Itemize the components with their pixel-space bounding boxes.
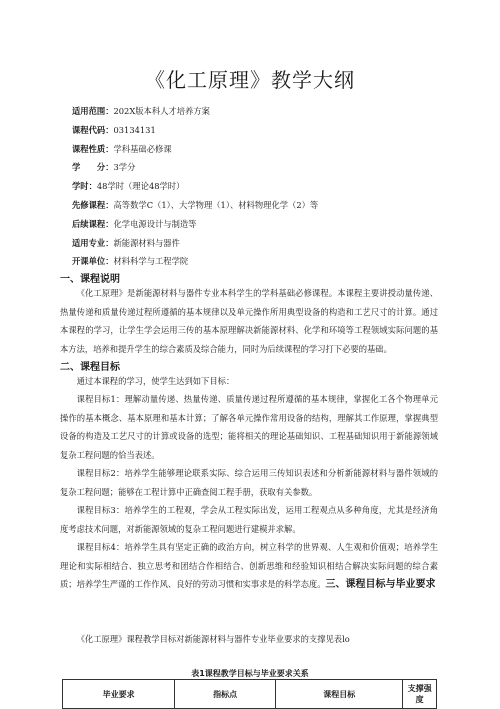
- section-heading-description: 一、课程说明: [60, 274, 120, 285]
- meta-value: 材料科学与工程学院: [113, 256, 189, 266]
- meta-scope: [72, 106, 452, 117]
- meta-key: 先修课程：: [72, 200, 114, 210]
- meta-value: 202X版本科人才培养方案: [113, 106, 210, 116]
- meta-credits: [72, 162, 452, 173]
- table-header-row: [63, 680, 437, 709]
- meta-prerequisites: [72, 200, 452, 211]
- meta-value: 3学分: [113, 162, 136, 172]
- table-header-cell: 指标点: [175, 680, 276, 709]
- meta-follow-up: [72, 219, 452, 230]
- course-goal-3: 课程目标3：培养学生的工程观，学会从工程实际出发，运用工程观点从多种角度，尤其是经济角度考虑技术问题，对新能源领域的复杂工程问题进行建模并求解。: [60, 505, 438, 534]
- meta-course-nature: [72, 144, 452, 155]
- meta-major: [72, 238, 452, 249]
- meta-key: 学 分：: [72, 162, 114, 172]
- meta-key: 适用专业：: [72, 238, 114, 248]
- meta-value: 48学时（理论48学时）: [96, 181, 185, 191]
- objectives-intro: 通过本课程的学习，使学生达到如下目标：: [76, 376, 235, 386]
- meta-key: 后续课程：: [72, 219, 114, 229]
- meta-key: 课程性质：: [72, 144, 114, 154]
- meta-value: 学科基础必修课: [113, 144, 172, 154]
- course-description-paragraph: 《化工原理》是新能源材料与器件专业本科学生的学科基础必修课程。本课程主要讲授动量传递、热量传递和质量传递过程所遵循的基本规律以及单元操作所用典型设备的构造和工艺尺寸的计算。通过本课程的学习，让学生学会运用三传的基本原理解决新能源材料、化学和环境等工程领域实际问题的基本方法，培养和提升学生的综合素质及综合能力，同时为后续课程的学习打下必要的基础。: [60, 288, 438, 354]
- support-table: [62, 679, 437, 709]
- course-goal-4: [60, 538, 438, 595]
- requirements-intro: 《化工原理》课程教学目标对新能源材料与器件专业毕业要求的支撑见表lo: [76, 634, 350, 644]
- course-goal-1: 课程目标1：理解动量传递、热量传递、质量传递过程所遵循的基本规律，掌握化工各个物理单元操作的基本概念、基本原理和基本计算；了解各单元操作常用设备的结构，理解其工作原理，掌握典型设备的构造及工艺尺寸的计算或设备的选型；能将相关的理论基础知识、工程基础知识用于新能源领域复杂工程问题的恰当表述。: [60, 394, 438, 460]
- meta-key: 课程代码：: [72, 125, 114, 135]
- document-title: 《化工原理》教学大纲: [145, 68, 355, 92]
- section-heading-objectives: 二、课程目标: [60, 362, 120, 373]
- course-goal-4-text: 课程目标4：培养学生具有坚定正确的政治方向，树立科学的世界观、人生观和价值观；培养学生理论和实际相结合、独立思考和团结合作相结合、创新思维和经验知识相结合解决实际问题的综合素质；培养学生严谨的工作作风、良好的劳动习惯和实事求是的科学态度。: [60, 542, 438, 590]
- section-heading-requirements: 三、课程目标与毕业要求: [325, 579, 436, 591]
- meta-value: 03134131: [113, 125, 156, 135]
- meta-key: 适用范围：: [72, 106, 114, 116]
- meta-hours: [72, 181, 452, 192]
- meta-key: 学时：: [72, 181, 97, 191]
- table-caption: 表1课程教学目标与毕业要求关系: [191, 669, 309, 678]
- table-header-cell: 课程目标: [276, 680, 403, 709]
- meta-department: [72, 256, 452, 267]
- meta-course-code: [72, 125, 452, 136]
- meta-value: 化学电源设计与制造等: [113, 219, 197, 229]
- course-goal-2: 课程目标2：培养学生能够理论联系实际、综合运用三传知识表述和分析新能源材料与器件领域的复杂工程问题；能够在工程计算中正确查阅工程手册，获取有关参数。: [60, 468, 438, 497]
- table-header-cell: 毕业要求: [63, 680, 175, 709]
- table-header-cell: 支撑强度: [403, 680, 437, 709]
- meta-key: 开课单位：: [72, 256, 114, 266]
- meta-value: 高等数学C（1）、大学物理（1）、材料物理化学（2）等: [113, 200, 319, 210]
- meta-value: 新能源材料与器件: [113, 238, 180, 248]
